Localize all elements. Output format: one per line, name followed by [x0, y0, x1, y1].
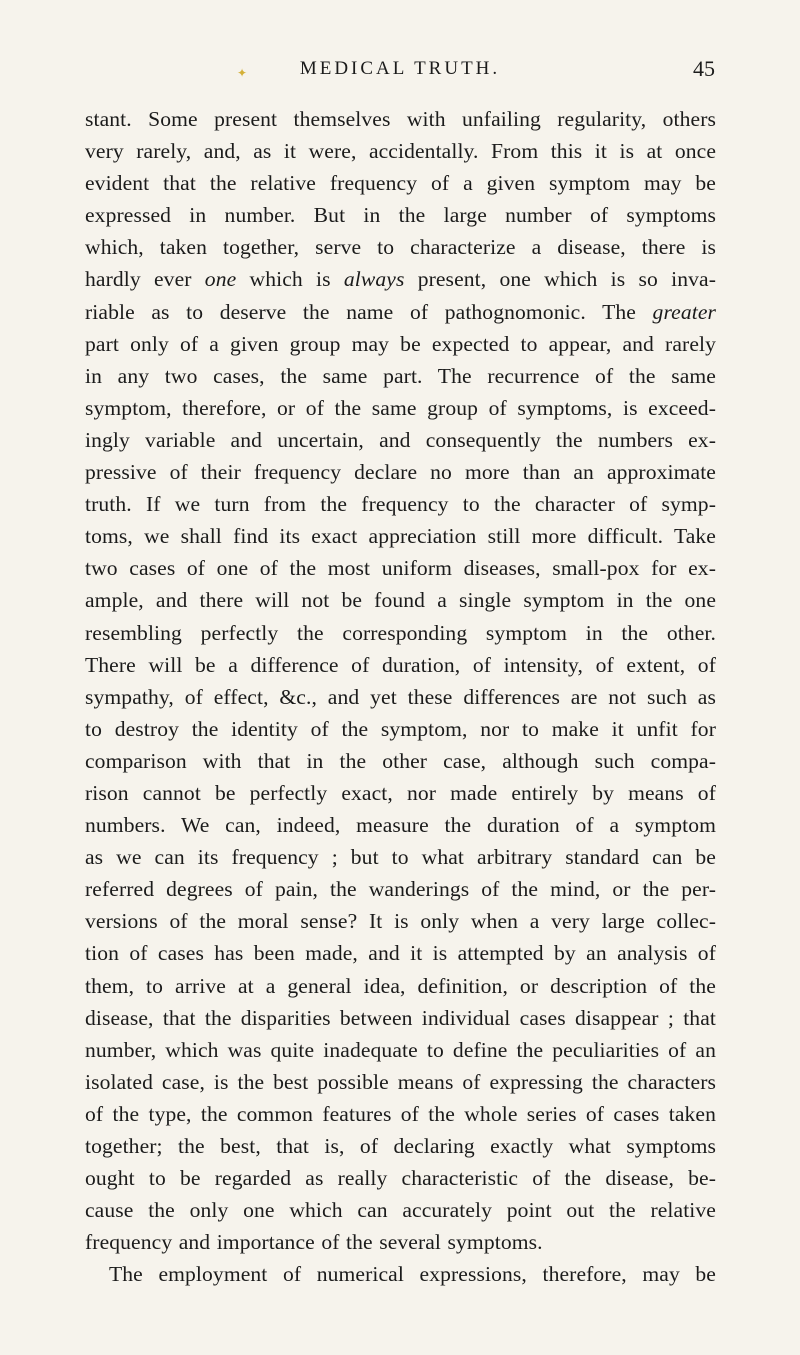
text-line: in any two cases, the same part. The recurrence of the same — [85, 363, 716, 388]
text-line: together; the best, that is, of declaring exactly what symptoms — [85, 1134, 716, 1158]
text-line: numbers. We can, indeed, measure the duration of a symptom — [85, 813, 716, 838]
text-line: isolated case, is the best possible means of expressing the characters — [85, 1069, 716, 1094]
text-line: expressed in number. But in the large number of symptoms — [85, 203, 716, 228]
italic-greater: greater — [652, 299, 717, 324]
text-segment: riable as to deserve the name of pathognomonic. The — [85, 299, 636, 324]
text-line: symptom, therefore, or of the same group of symptoms, is exceed- — [85, 395, 716, 420]
text-line: them, to arrive at a general idea, definition, or description of the — [85, 973, 716, 998]
text-line: frequency and importance of the several symptoms. — [85, 1230, 543, 1255]
text-segment: hardly ever — [85, 267, 192, 292]
text-line — [85, 296, 716, 328]
text-line: as we can its frequency ; but to what arbitrary standard can be — [85, 845, 716, 870]
text-line: cause the only one which can accurately point out the relative — [85, 1198, 716, 1223]
text-line: pressive of their frequency declare no more than an approximate — [85, 460, 716, 485]
page-header — [0, 56, 800, 86]
text-line: part only of a given group may be expected to appear, and rarely — [85, 331, 716, 356]
text-line: tion of cases has been made, and it is attempted by an analysis of — [85, 941, 716, 966]
text-line: evident that the relative frequency of a given symptom may be — [85, 171, 716, 196]
text-line: of the type, the common features of the whole series of cases taken — [85, 1101, 716, 1126]
text-line: referred degrees of pain, the wanderings of the mind, or the per- — [85, 877, 716, 902]
text-line: toms, we shall find its exact appreciation still more difficult. Take — [85, 524, 716, 549]
text-line: disease, that the disparities between individual cases disappear ; that — [85, 1005, 716, 1030]
text-line: sympathy, of effect, &c., and yet these differences are not such as — [85, 684, 716, 709]
text-line: ingly variable and uncertain, and consequently the numbers ex- — [85, 427, 716, 452]
running-head: MEDICAL TRUTH. — [299, 58, 501, 79]
page-number: 45 — [693, 56, 715, 81]
text-line: versions of the moral sense? It is only when a very large collec- — [85, 909, 716, 934]
body-text — [85, 103, 716, 1290]
text-line: The employment of numerical expressions, therefore, may be — [109, 1262, 716, 1287]
text-line — [85, 263, 716, 295]
text-line: which, taken together, serve to characterize a disease, there is — [85, 235, 716, 260]
text-line: ample, and there will not be found a single symptom in the one — [85, 588, 716, 613]
text-line: number, which was quite inadequate to define the peculiarities of an — [85, 1037, 716, 1062]
italic-one: one — [204, 267, 237, 292]
text-line: very rarely, and, as it were, accidentally. From this it is at once — [85, 139, 716, 164]
text-line: two cases of one of the most uniform diseases, small-pox for ex- — [85, 556, 716, 581]
text-line: to destroy the identity of the symptom, nor to make it unfit for — [85, 716, 716, 741]
text-segment: present, one which is so inva- — [417, 267, 717, 292]
text-line: resembling perfectly the corresponding symptom in the other. — [85, 620, 716, 645]
italic-always: always — [343, 267, 405, 292]
text-line: There will be a difference of duration, of intensity, of extent, of — [85, 652, 716, 677]
text-line: rison cannot be perfectly exact, nor made entirely by means of — [85, 780, 716, 805]
text-line: truth. If we turn from the frequency to the character of symp- — [85, 492, 716, 517]
text-segment: which is — [249, 267, 331, 292]
ink-mark: ✦ — [237, 66, 248, 80]
text-line: stant. Some present themselves with unfailing regularity, others — [85, 107, 716, 131]
text-line: ought to be regarded as really characteristic of the disease, be- — [85, 1166, 716, 1191]
text-line: comparison with that in the other case, although such compa- — [85, 748, 716, 773]
